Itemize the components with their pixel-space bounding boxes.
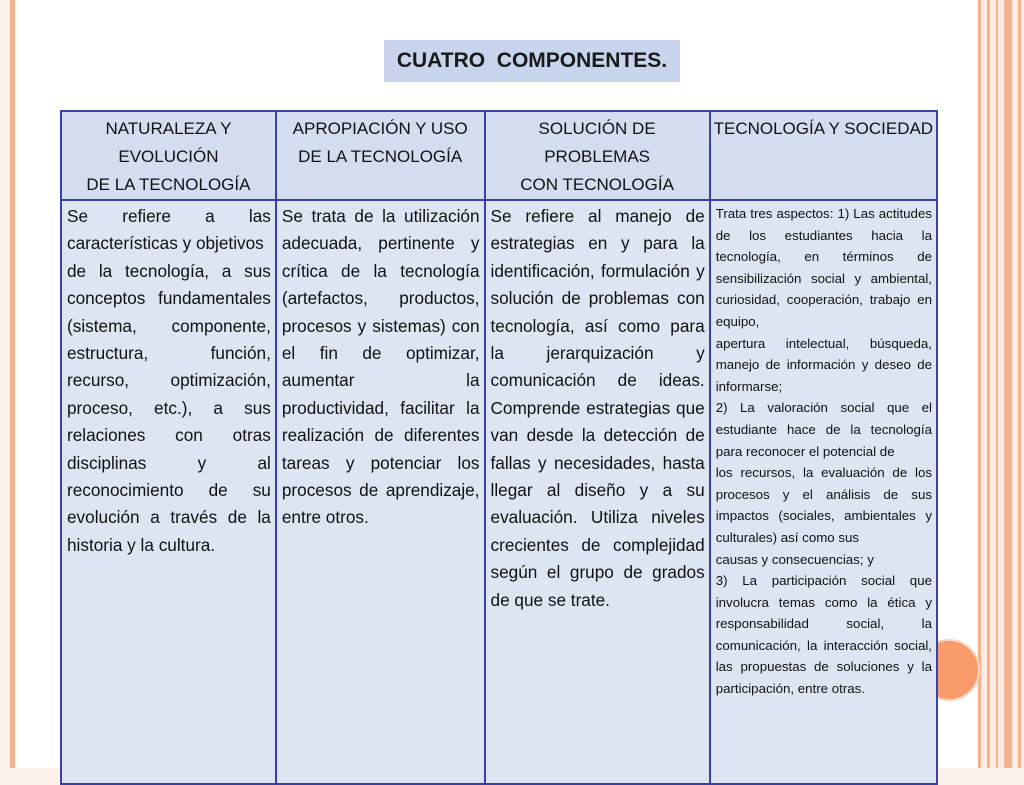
cell-paragraph: 3) La participación social que involucra temas como la ética y responsabilidad social, la comunicación, la interacción social, las propuestas de soluciones y la participación, entre otras. <box>715 573 932 697</box>
cell-paragraph: 2) La valoración social que el estudiante hace de la tecnología para reconocer el potencial de <box>715 400 932 459</box>
cell-naturaleza <box>61 200 276 784</box>
decorative-stripes <box>978 0 1024 768</box>
cell-paragraph: apertura intelectual, búsqueda, manejo de información y deseo de informarse; <box>715 335 932 394</box>
header-line: TECNOLOGÍA Y SOCIEDAD <box>713 119 934 138</box>
header-row <box>61 111 937 200</box>
header-naturaleza <box>61 111 276 200</box>
slide-title: CUATRO COMPONENTES. <box>384 40 680 82</box>
header-line: DE LA TECNOLOGÍA <box>86 175 251 194</box>
cell-paragraph: Se refiere al manejo de estrategias en y para la identificación, formulación y solución de problemas con tecnología, así como para la jerarquización y comunicación de ideas. Comprende estrategias que van desde la detección de fallas y necesidades, hasta llegar al diseño y a su evaluación. Utiliza niveles crecientes de complejidad según el grupo de grados de que se trate. <box>490 206 705 610</box>
header-apropiacion <box>276 111 485 200</box>
cell-paragraph: de la tecnología, a sus conceptos fundamentales (sistema, componente, estructura, función, recurso, optimización, proceso, etc.), a sus relaciones con otras disciplinas y al reconocimiento de su evolución a través de la historia y la cultura. <box>67 260 271 555</box>
cell-paragraph: Se trata de la utilización adecuada, pertinente y crítica de la tecnología (artefactos, productos, procesos y sistemas) con el fin de optimizar, aumentar la productividad, facilitar la realización de diferentes tareas y potenciar los procesos de aprendizaje, entre otros. <box>281 206 480 528</box>
header-line: NATURALEZA Y EVOLUCIÓN <box>105 119 232 166</box>
body-row <box>61 200 937 784</box>
cell-paragraph: causas y consecuencias; y <box>715 551 874 567</box>
header-line: APROPIACIÓN Y USO <box>292 119 468 138</box>
header-line: CON TECNOLOGÍA <box>520 175 674 194</box>
header-line: SOLUCIÓN DE PROBLEMAS <box>538 119 656 166</box>
header-tecnologia-sociedad <box>710 111 937 200</box>
header-solucion <box>485 111 710 200</box>
cell-paragraph: Se refiere a las características y objetivos <box>67 206 271 254</box>
cell-solucion <box>485 200 710 784</box>
cell-paragraph: Trata tres aspectos: 1) Las actitudes de los estudiantes hacia la tecnología, en términos de sensibilización social y ambiental, curiosidad, cooperación, trabajo en equipo, <box>715 206 932 329</box>
header-line: DE LA TECNOLOGÍA <box>298 147 463 166</box>
cell-paragraph: los recursos, la evaluación de los procesos y el análisis de sus impactos (sociales, ambientales y culturales) así como sus <box>715 465 932 545</box>
components-table <box>60 110 938 785</box>
cell-apropiacion <box>276 200 485 784</box>
cell-tecnologia-sociedad <box>710 200 937 784</box>
